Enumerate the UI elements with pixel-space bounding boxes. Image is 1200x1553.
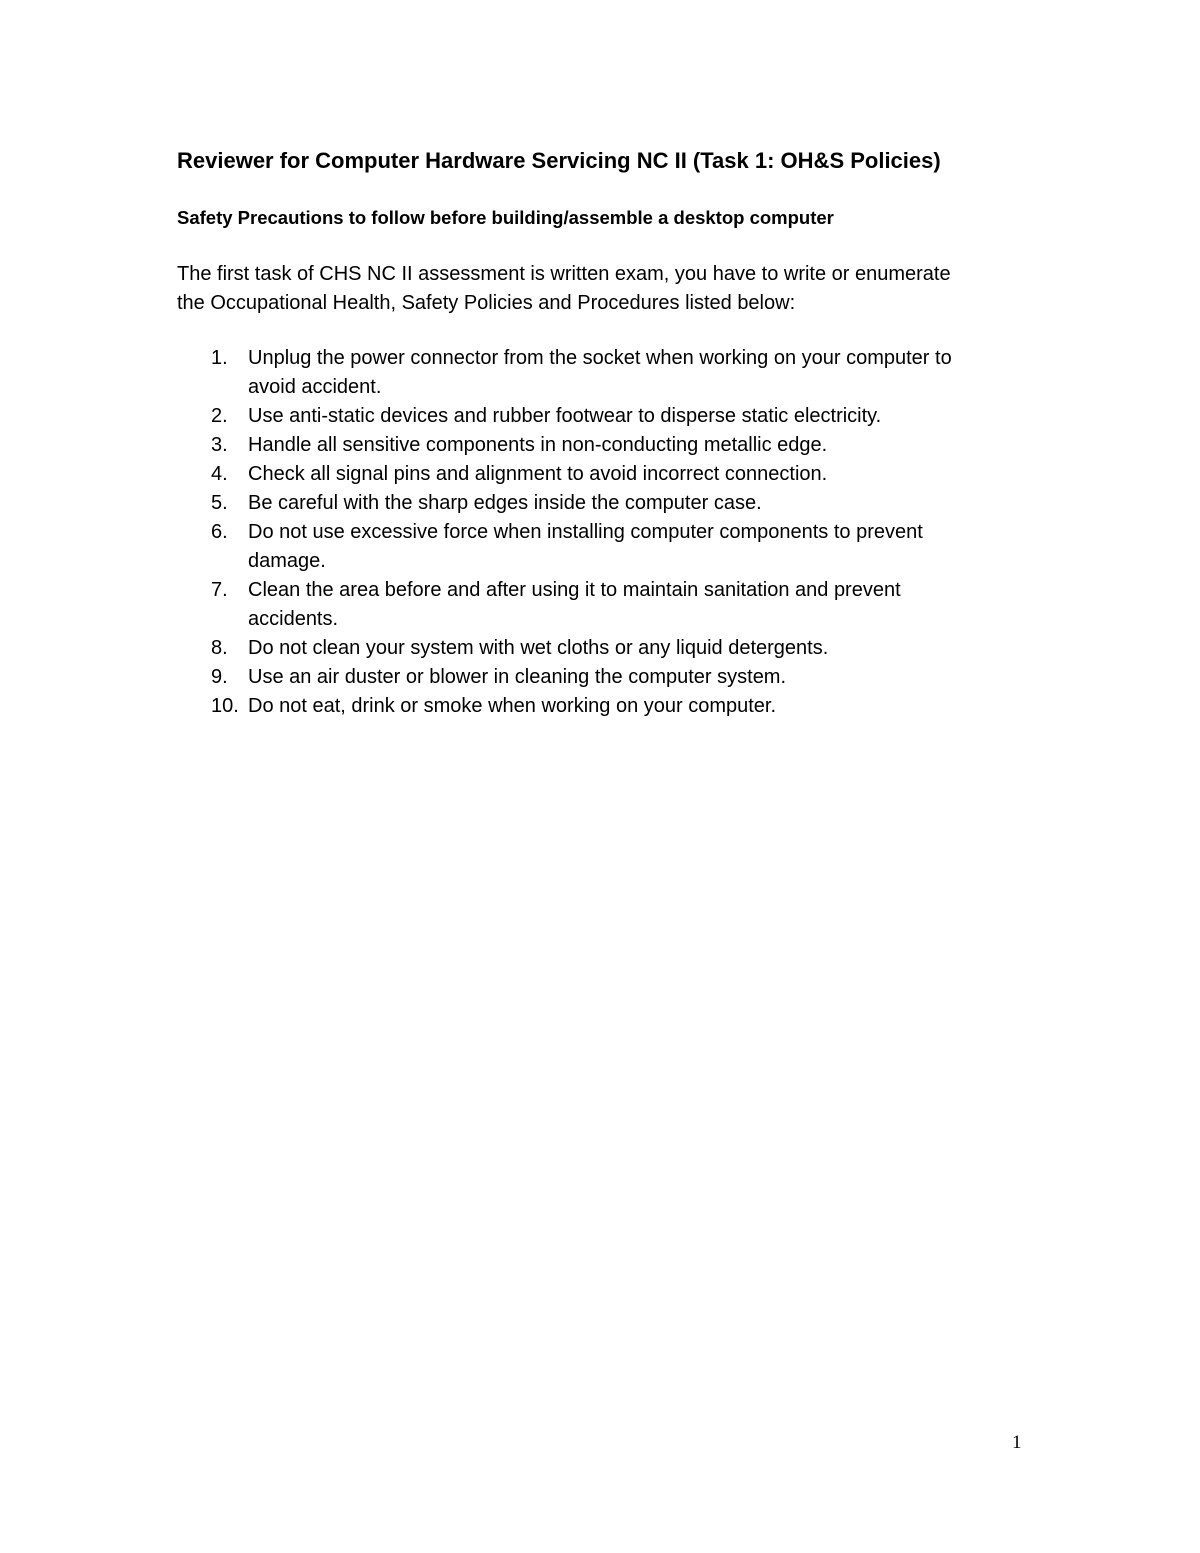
list-item-number: 9. [211,666,228,688]
list-item [177,402,1037,431]
list-item-number: 1. [211,347,228,369]
list-item-number: 4. [211,463,228,485]
list-item-text: damage. [248,550,326,572]
list-item-text: Be careful with the sharp edges inside the computer case. [248,492,762,514]
list-item-number: 5. [211,492,228,514]
page-number: 1 [1012,1432,1022,1453]
list-item [177,663,1037,692]
list-item-text: accidents. [248,608,339,630]
list-item [177,489,1037,518]
list-item-text: Do not use excessive force when installing computer components to prevent [248,521,923,543]
list-item [177,692,1037,721]
section-subtitle: Safety Precautions to follow before building/assemble a desktop computer [177,207,834,228]
list-item [177,518,1037,576]
list-item-text: Handle all sensitive components in non-conducting metallic edge. [248,434,828,456]
list-item-number: 6. [211,521,228,543]
list-item-text: Clean the area before and after using it to maintain sanitation and prevent [248,579,901,601]
list-item [177,460,1037,489]
safety-procedures-list [177,344,1037,721]
page-title: Reviewer for Computer Hardware Servicing NC II (Task 1: OH&S Policies) [177,148,941,173]
list-item-text: Do not clean your system with wet cloths or any liquid detergents. [248,637,829,659]
intro-line: The first task of CHS NC II assessment is written exam, you have to write or enumerate [177,263,951,285]
list-item-text: Do not eat, drink or smoke when working on your computer. [248,695,777,717]
intro-paragraph [177,260,1037,318]
list-item [177,634,1037,663]
list-item-number: 3. [211,434,228,456]
list-item-number: 7. [211,579,228,601]
list-item-number: 8. [211,637,228,659]
list-item-text: Check all signal pins and alignment to avoid incorrect connection. [248,463,828,485]
list-item [177,576,1037,634]
list-item-number: 2. [211,405,228,427]
list-item-text: Use anti-static devices and rubber footwear to disperse static electricity. [248,405,882,427]
list-item-text: avoid accident. [248,376,382,398]
list-item [177,431,1037,460]
list-item-number: 10. [211,695,239,717]
list-item-text: Unplug the power connector from the socket when working on your computer to [248,347,952,369]
intro-line: the Occupational Health, Safety Policies and Procedures listed below: [177,292,796,314]
list-item-text: Use an air duster or blower in cleaning the computer system. [248,666,787,688]
list-item [177,344,1037,402]
